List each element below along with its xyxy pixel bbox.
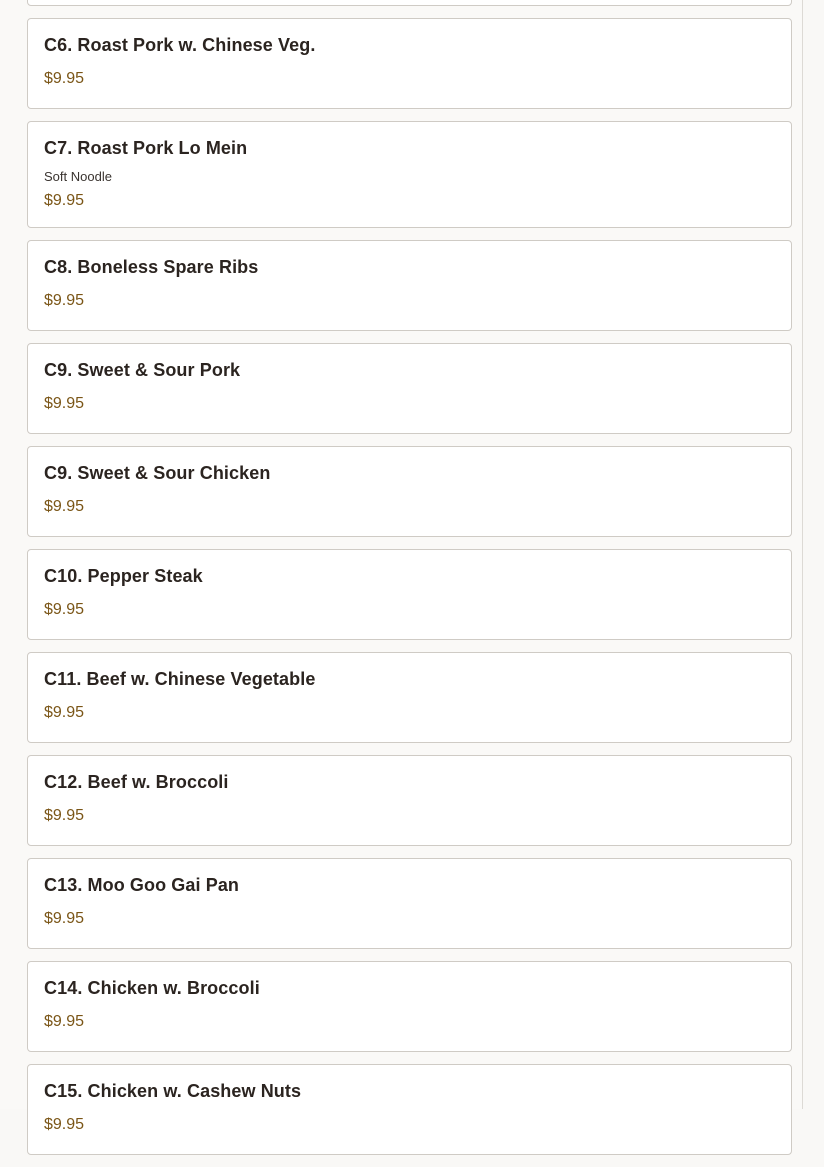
menu-item-name: C10. Pepper Steak: [44, 566, 203, 586]
menu-item-price: $9.95: [44, 292, 85, 309]
menu-item-card[interactable]: [27, 343, 792, 434]
menu-item-price: $9.95: [44, 807, 85, 824]
menu-item-price: $9.95: [44, 192, 85, 209]
menu-item-card[interactable]: [27, 549, 792, 640]
menu-item-card[interactable]: [27, 858, 792, 949]
menu-item-price: $9.95: [44, 70, 85, 87]
menu-item-list: [27, 0, 792, 1167]
menu-item-price: $9.95: [44, 1116, 85, 1133]
menu-item-price: $9.95: [44, 601, 85, 618]
menu-item-card[interactable]: [27, 1064, 792, 1155]
menu-item-price: $9.95: [44, 395, 85, 412]
menu-item-name: C8. Boneless Spare Ribs: [44, 257, 259, 277]
menu-item-price: $9.95: [44, 1013, 85, 1030]
menu-item-name: C6. Roast Pork w. Chinese Veg.: [44, 35, 316, 55]
menu-item-card[interactable]: [27, 0, 792, 6]
menu-item-card[interactable]: [27, 755, 792, 846]
menu-item-name: C14. Chicken w. Broccoli: [44, 978, 260, 998]
menu-item-name: C7. Roast Pork Lo Mein: [44, 138, 248, 158]
menu-item-card[interactable]: [27, 240, 792, 331]
menu-item-name: C15. Chicken w. Cashew Nuts: [44, 1081, 302, 1101]
menu-item-name: C12. Beef w. Broccoli: [44, 772, 229, 792]
menu-item-card[interactable]: [27, 652, 792, 743]
menu-item-card[interactable]: [27, 121, 792, 228]
menu-item-card[interactable]: [27, 961, 792, 1052]
menu-item-price: $9.95: [44, 704, 85, 721]
menu-item-price: $9.95: [44, 498, 85, 515]
menu-item-card[interactable]: [27, 446, 792, 537]
menu-item-name: C9. Sweet & Sour Chicken: [44, 463, 271, 483]
menu-item-name: C13. Moo Goo Gai Pan: [44, 875, 240, 895]
menu-item-name: C11. Beef w. Chinese Vegetable: [44, 669, 316, 689]
menu-item-description: Soft Noodle: [44, 169, 112, 184]
menu-item-card[interactable]: [27, 18, 792, 109]
menu-item-name: C9. Sweet & Sour Pork: [44, 360, 241, 380]
menu-item-price: $9.95: [44, 910, 85, 927]
